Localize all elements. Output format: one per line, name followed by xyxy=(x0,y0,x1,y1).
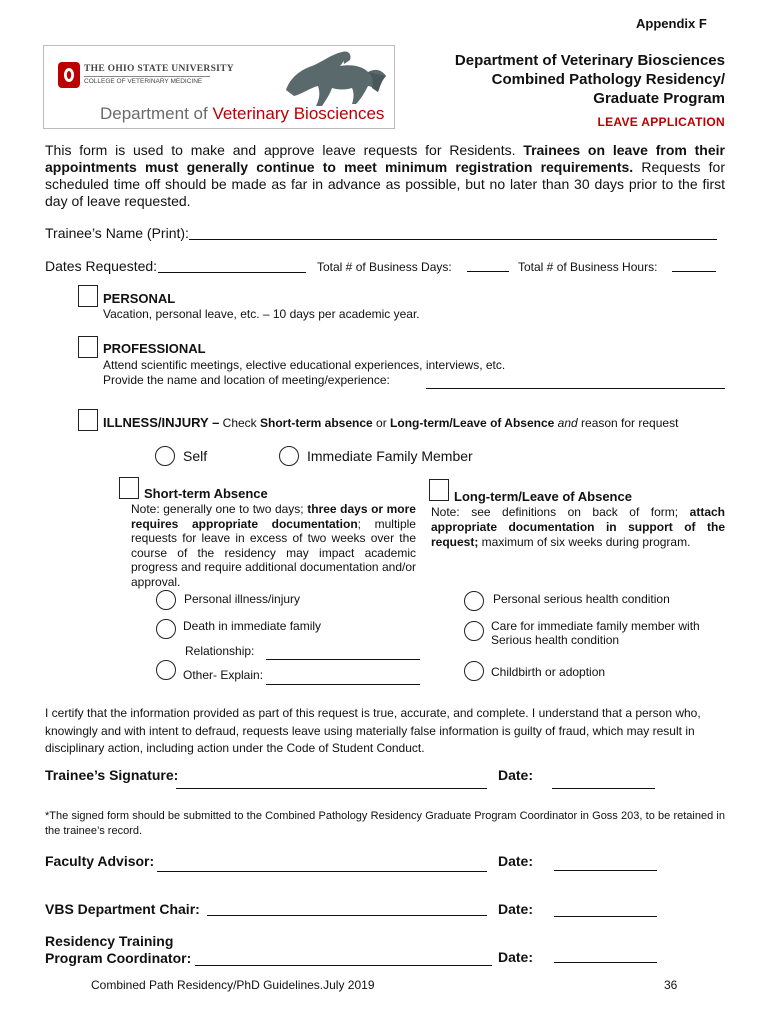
illness-and-text: and xyxy=(557,416,578,430)
business-hours-field[interactable] xyxy=(672,271,716,272)
advisor-date-label: Date: xyxy=(498,853,534,869)
business-days-field[interactable] xyxy=(467,271,509,272)
intro-paragraph xyxy=(45,142,725,210)
form-title-line1: Department of Veterinary Biosciences xyxy=(454,52,725,69)
ohio-state-block-o-icon xyxy=(58,62,80,88)
other-explain-field[interactable] xyxy=(266,684,420,685)
personal-checkbox[interactable] xyxy=(78,285,98,307)
short-term-note-a: Note: generally one to two days; xyxy=(131,502,308,516)
department-logo xyxy=(43,45,395,129)
serious-health-radio[interactable] xyxy=(464,591,484,611)
page-number: 36 xyxy=(664,978,678,992)
illness-instruction xyxy=(103,415,678,430)
leave-application-heading: LEAVE APPLICATION xyxy=(597,115,725,129)
coordinator-field[interactable] xyxy=(195,965,492,966)
professional-description: Attend scientific meetings, elective educational experiences, interviews, etc. xyxy=(103,358,506,372)
coordinator-date-label: Date: xyxy=(498,949,534,965)
dates-requested-label: Dates Requested: xyxy=(45,258,158,274)
long-term-heading: Long-term/Leave of Absence xyxy=(454,489,632,504)
illness-reason-text: reason for request xyxy=(577,416,679,430)
long-term-note-b: attach appropriate documentation in support of the request; xyxy=(431,505,725,549)
footer-document-name: Combined Path Residency/PhD Guidelines.July 2019 xyxy=(91,978,375,992)
childbirth-radio[interactable] xyxy=(464,661,484,681)
short-term-note-b: three days or more requires appropriate documentation xyxy=(131,502,416,531)
personal-illness-label: Personal illness/injury xyxy=(184,592,301,606)
chair-date-label: Date: xyxy=(498,901,534,917)
self-label: Self xyxy=(183,448,208,464)
death-family-radio[interactable] xyxy=(156,619,176,639)
faculty-advisor-label: Faculty Advisor: xyxy=(45,853,155,869)
trainee-signature-label: Trainee’s Signature: xyxy=(45,767,179,783)
short-term-checkbox[interactable] xyxy=(119,477,139,499)
university-name: THE OHIO STATE UNIVERSITY xyxy=(84,64,234,74)
animal-silhouettes-icon xyxy=(282,50,392,108)
intro-text-1: This form is used to make and approve leave requests for Residents. xyxy=(45,142,524,158)
professional-location-label: Provide the name and location of meeting/experience: xyxy=(103,373,390,387)
family-member-label: Immediate Family Member xyxy=(307,448,473,464)
department-wordmark-name: Veterinary Biosciences xyxy=(212,104,385,123)
college-name: COLLEGE OF VETERINARY MEDICINE xyxy=(84,78,203,85)
coordinator-date-field[interactable] xyxy=(554,962,657,963)
care-family-label xyxy=(491,619,700,647)
short-term-heading: Short-term Absence xyxy=(144,486,268,501)
personal-label: PERSONAL xyxy=(103,291,176,306)
department-chair-label: VBS Department Chair: xyxy=(45,901,200,917)
form-title xyxy=(455,51,725,108)
illness-long-term-text: Long-term/Leave of Absence xyxy=(390,416,555,430)
coordinator-label xyxy=(45,933,191,967)
long-term-note-a: Note: see definitions on back of form; xyxy=(431,505,690,519)
faculty-advisor-field[interactable] xyxy=(157,871,487,872)
trainee-name-field[interactable] xyxy=(189,239,717,240)
childbirth-label: Childbirth or adoption xyxy=(491,665,606,679)
other-radio[interactable] xyxy=(156,660,176,680)
intro-text-2: Trainees on leave from their appointments must generally continue to meet minimum registration requirements. xyxy=(45,142,725,175)
logo-divider xyxy=(84,76,210,77)
department-wordmark xyxy=(100,104,384,124)
professional-label: PROFESSIONAL xyxy=(103,341,206,356)
other-explain-label: Other- Explain: xyxy=(183,668,264,682)
department-wordmark-prefix: Department of xyxy=(100,104,213,123)
business-days-label: Total # of Business Days: xyxy=(317,260,452,274)
short-term-note xyxy=(131,502,416,590)
dates-requested-field[interactable] xyxy=(158,272,306,273)
chair-date-field[interactable] xyxy=(554,916,657,917)
illness-short-term-text: Short-term absence xyxy=(260,416,373,430)
self-radio[interactable] xyxy=(155,446,175,466)
illness-label: ILLNESS/INJURY – xyxy=(103,415,220,430)
professional-location-field[interactable] xyxy=(426,388,725,389)
short-term-note-c: ; multiple requests for leave in excess of two weeks over the course of the residency may impact academic progress and require additional documentation and/or approval. xyxy=(131,516,416,589)
family-member-radio[interactable] xyxy=(279,446,299,466)
death-family-label: Death in immediate family xyxy=(183,619,322,633)
department-chair-field[interactable] xyxy=(207,915,487,916)
form-title-line2: Combined Pathology Residency/ xyxy=(491,71,725,88)
serious-health-label: Personal serious health condition xyxy=(493,592,670,606)
personal-illness-radio[interactable] xyxy=(156,590,176,610)
trainee-name-label: Trainee’s Name (Print): xyxy=(45,225,189,241)
intro-text-3: Requests for scheduled time off should be made as far in advance as possible, but no later than 30 days prior to the first day of leave requested. xyxy=(45,159,726,209)
care-family-label-line1: Care for immediate family member with xyxy=(491,619,700,633)
appendix-label: Appendix F xyxy=(636,16,707,31)
trainee-date-label: Date: xyxy=(498,767,534,783)
relationship-field[interactable] xyxy=(266,659,420,660)
long-term-note xyxy=(431,505,725,550)
illness-checkbox[interactable] xyxy=(78,409,98,431)
coordinator-label-line1: Residency Training xyxy=(45,933,174,949)
relationship-label: Relationship: xyxy=(185,644,255,658)
trainee-date-field[interactable] xyxy=(552,788,655,789)
submission-footnote: *The signed form should be submitted to the Combined Pathology Residency Graduate Program Coordinator in Goss 203, to be retained in the trainee’s record. xyxy=(45,810,725,837)
trainee-signature-field[interactable] xyxy=(176,788,487,789)
personal-description: Vacation, personal leave, etc. – 10 days per academic year. xyxy=(103,307,420,321)
long-term-checkbox[interactable] xyxy=(429,479,449,501)
form-title-line3: Graduate Program xyxy=(593,90,725,107)
advisor-date-field[interactable] xyxy=(554,870,657,871)
business-hours-label: Total # of Business Hours: xyxy=(518,260,658,274)
care-family-radio[interactable] xyxy=(464,621,484,641)
care-family-label-line2: Serious health condition xyxy=(491,633,620,647)
certification-statement: I certify that the information provided as part of this request is true, accurate, and complete. I understand that a person who, knowingly and with intent to defraud, requests leave using materially false information is guilty of fraud, which may result in disciplinary action, including action under the Code of Student Conduct. xyxy=(45,706,701,755)
professional-checkbox[interactable] xyxy=(78,336,98,358)
illness-check-text: Check xyxy=(219,416,260,430)
coordinator-label-line2: Program Coordinator: xyxy=(45,950,192,966)
illness-or-text: or xyxy=(372,416,391,430)
long-term-note-c: maximum of six weeks during program. xyxy=(478,535,691,549)
